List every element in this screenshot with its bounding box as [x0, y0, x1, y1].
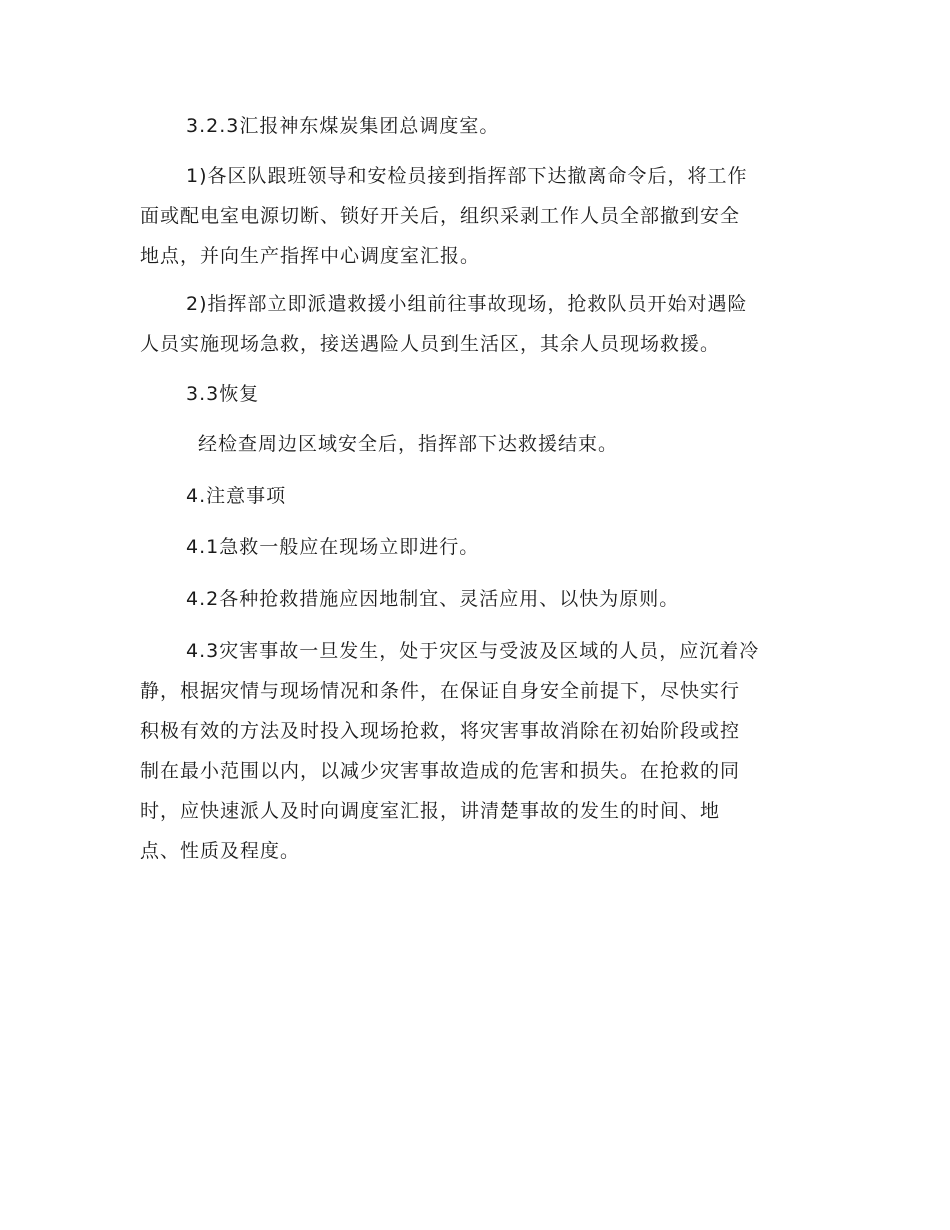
section-4-2-item: 4.2各种抢救措施应因地制宜、灵活应用、以快为原则。 [186, 588, 680, 610]
section-4-3-paragraph [140, 631, 800, 871]
paragraph-line: 1)各区队跟班领导和安检员接到指挥部下达撤离命令后，将工作 [186, 165, 748, 187]
paragraph-line: 积极有效的方法及时投入现场抢救，将灾害事故消除在初始阶段或控 [140, 720, 741, 742]
paragraph-line: 时，应快速派人及时向调度室汇报，讲清楚事故的发生的时间、地 [140, 800, 721, 822]
paragraph-line: 面或配电室电源切断、锁好开关后，组织采剥工作人员全部撤到安全 [140, 205, 741, 227]
paragraph-line: 地点，并向生产指挥中心调度室汇报。 [140, 245, 481, 267]
paragraph-evacuation [140, 156, 800, 276]
paragraph-line: 2)指挥部立即派遣救援小组前往事故现场，抢救队员开始对遇险 [186, 293, 748, 315]
paragraph-line: 点、性质及程度。 [140, 840, 301, 862]
section-3-3-heading: 3.3恢复 [186, 383, 260, 405]
section-4-1-item: 4.1急救一般应在现场立即进行。 [186, 536, 480, 558]
section-3-2-3-heading: 3.2.3汇报神东煤炭集团总调度室。 [186, 115, 500, 137]
paragraph-rescue-team [140, 284, 800, 364]
section-4-heading: 4.注意事项 [186, 485, 287, 507]
paragraph-line: 制在最小范围以内，以减少灾害事故造成的危害和损失。在抢救的同 [140, 760, 741, 782]
paragraph-line: 人员实施现场急救，接送遇险人员到生活区，其余人员现场救援。 [140, 333, 721, 355]
paragraph-line: 4.3灾害事故一旦发生，处于灾区与受波及区域的人员，应沉着冷 [186, 640, 760, 662]
paragraph-recovery: 经检查周边区域安全后，指挥部下达救援结束。 [198, 433, 619, 455]
paragraph-line: 静，根据灾情与现场情况和条件，在保证自身安全前提下，尽快实行 [140, 680, 741, 702]
